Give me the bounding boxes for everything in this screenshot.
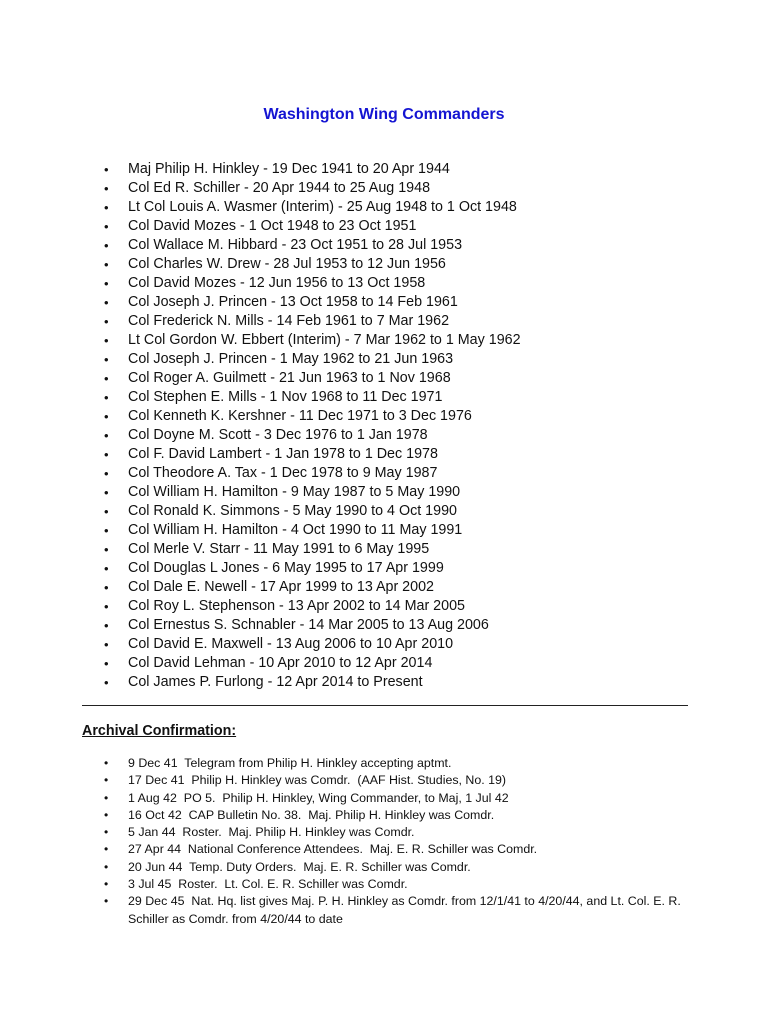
commander-entry: Col Roger A. Guilmett - 21 Jun 1963 to 1 Nov 1968: [128, 370, 451, 386]
bullet-icon: •: [104, 485, 109, 500]
list-item: [104, 772, 698, 789]
bullet-icon: •: [104, 314, 109, 329]
list-item: [104, 350, 521, 369]
list-item: [104, 755, 698, 772]
list-item: [104, 369, 521, 388]
archival-list: [104, 755, 698, 928]
list-item: [104, 426, 521, 445]
list-item: [104, 312, 521, 331]
commander-entry: Col David E. Maxwell - 13 Aug 2006 to 10 Apr 2010: [128, 636, 454, 652]
bullet-icon: •: [104, 238, 109, 253]
bullet-icon: •: [104, 773, 109, 788]
list-item: [104, 160, 521, 179]
commander-entry: Col David Lehman - 10 Apr 2010 to 12 Apr 2014: [128, 655, 433, 671]
bullet-icon: •: [104, 428, 109, 443]
commander-entry: Col William H. Hamilton - 4 Oct 1990 to 11 May 1991: [128, 522, 463, 538]
archival-entry: 29 Dec 45 Nat. Hq. list gives Maj. P. H. Hinkley as Comdr. from 12/1/41 to 4/20/44, and Lt. Col. E. R. Schiller as Comdr. from 4/20/44 to date: [128, 894, 685, 926]
list-item: [104, 654, 521, 673]
bullet-icon: •: [104, 504, 109, 519]
commander-entry: Col Theodore A. Tax - 1 Dec 1978 to 9 May 1987: [128, 465, 438, 481]
bullet-icon: •: [104, 618, 109, 633]
bullet-icon: •: [104, 219, 109, 234]
list-item: [104, 388, 521, 407]
list-item: [104, 635, 521, 654]
list-item: [104, 293, 521, 312]
bullet-icon: •: [104, 825, 109, 840]
commander-entry: Col Ernestus S. Schnabler - 14 Mar 2005 to 13 Aug 2006: [128, 617, 489, 633]
commander-entry: Col Douglas L Jones - 6 May 1995 to 17 Apr 1999: [128, 560, 444, 576]
list-item: [104, 502, 521, 521]
bullet-icon: •: [104, 542, 109, 557]
list-item: [104, 407, 521, 426]
commander-entry: Col David Mozes - 12 Jun 1956 to 13 Oct 1958: [128, 275, 426, 291]
list-item: [104, 597, 521, 616]
commander-entry: Col Joseph J. Princen - 13 Oct 1958 to 14 Feb 1961: [128, 294, 458, 310]
archival-entry: 5 Jan 44 Roster. Maj. Philip H. Hinkley was Comdr.: [128, 825, 415, 840]
commander-entry: Col Doyne M. Scott - 3 Dec 1976 to 1 Jan 1978: [128, 427, 428, 443]
list-item: [104, 483, 521, 502]
bullet-icon: •: [104, 599, 109, 614]
commander-entry: Col David Mozes - 1 Oct 1948 to 23 Oct 1951: [128, 218, 417, 234]
commander-entry: Lt Col Louis A. Wasmer (Interim) - 25 Aug 1948 to 1 Oct 1948: [128, 199, 517, 215]
bullet-icon: •: [104, 390, 109, 405]
bullet-icon: •: [104, 257, 109, 272]
bullet-icon: •: [104, 523, 109, 538]
list-item: [104, 274, 521, 293]
list-item: [104, 893, 698, 928]
archival-entry: 3 Jul 45 Roster. Lt. Col. E. R. Schiller was Comdr.: [128, 877, 408, 892]
list-item: [104, 859, 698, 876]
archival-heading: Archival Confirmation:: [82, 723, 237, 739]
list-item: [104, 331, 521, 350]
list-item: [104, 841, 698, 858]
bullet-icon: •: [104, 276, 109, 291]
archival-entry: 16 Oct 42 CAP Bulletin No. 38. Maj. Philip H. Hinkley was Comdr.: [128, 807, 495, 822]
list-item: [104, 790, 698, 807]
bullet-icon: •: [104, 859, 109, 874]
commander-entry: Col Frederick N. Mills - 14 Feb 1961 to 7 Mar 1962: [128, 313, 450, 329]
list-item: [104, 578, 521, 597]
page-title: Washington Wing Commanders: [263, 106, 505, 123]
list-item: [104, 198, 521, 217]
archival-entry: 1 Aug 42 PO 5. Philip H. Hinkley, Wing Commander, to Maj, 1 Jul 42: [128, 790, 509, 805]
bullet-icon: •: [104, 561, 109, 576]
bullet-icon: •: [104, 466, 109, 481]
commander-entry: Col Ronald K. Simmons - 5 May 1990 to 4 Oct 1990: [128, 503, 457, 519]
bullet-icon: •: [104, 181, 109, 196]
commander-entry: Col Ed R. Schiller - 20 Apr 1944 to 25 Aug 1948: [128, 180, 431, 196]
commander-entry: Col James P. Furlong - 12 Apr 2014 to Present: [128, 674, 423, 690]
bullet-icon: •: [104, 409, 109, 424]
list-item: [104, 824, 698, 841]
archival-entry: 27 Apr 44 National Conference Attendees. Maj. E. R. Schiller was Comdr.: [128, 842, 538, 857]
bullet-icon: •: [104, 842, 109, 857]
list-item: [104, 876, 698, 893]
commander-entry: Col Roy L. Stephenson - 13 Apr 2002 to 14 Mar 2005: [128, 598, 465, 614]
bullet-icon: •: [104, 894, 109, 909]
list-item: [104, 540, 521, 559]
list-item: [104, 445, 521, 464]
bullet-icon: •: [104, 756, 109, 770]
list-item: [104, 179, 521, 198]
commander-entry: Col Wallace M. Hibbard - 23 Oct 1951 to 28 Jul 1953: [128, 237, 463, 253]
list-item: [104, 521, 521, 540]
list-item: [104, 559, 521, 578]
bullet-icon: •: [104, 807, 109, 822]
archival-entry: 17 Dec 41 Philip H. Hinkley was Comdr. (AAF Hist. Studies, No. 19): [128, 773, 507, 788]
archival-entry: 20 Jun 44 Temp. Duty Orders. Maj. E. R. Schiller was Comdr.: [128, 859, 471, 874]
commander-entry: Col Merle V. Starr - 11 May 1991 to 6 May 1995: [128, 541, 430, 557]
list-item: [104, 616, 521, 635]
bullet-icon: •: [104, 352, 109, 367]
list-item: [104, 255, 521, 274]
bullet-icon: •: [104, 162, 109, 177]
commander-entry: Col Stephen E. Mills - 1 Nov 1968 to 11 Dec 1971: [128, 389, 443, 405]
bullet-icon: •: [104, 637, 109, 652]
commander-entry: Col Joseph J. Princen - 1 May 1962 to 21 Jun 1963: [128, 351, 454, 367]
commander-entry: Maj Philip H. Hinkley - 19 Dec 1941 to 20 Apr 1944: [128, 161, 450, 177]
list-item: [104, 673, 521, 692]
bullet-icon: •: [104, 371, 109, 386]
commander-entry: Col Kenneth K. Kershner - 11 Dec 1971 to 3 Dec 1976: [128, 408, 472, 424]
bullet-icon: •: [104, 333, 109, 348]
list-item: [104, 464, 521, 483]
bullet-icon: •: [104, 675, 109, 690]
commander-entry: Col F. David Lambert - 1 Jan 1978 to 1 Dec 1978: [128, 446, 438, 462]
list-item: [104, 807, 698, 824]
bullet-icon: •: [104, 877, 109, 892]
bullet-icon: •: [104, 790, 109, 805]
bullet-icon: •: [104, 580, 109, 595]
commander-entry: Col Charles W. Drew - 28 Jul 1953 to 12 Jun 1956: [128, 256, 446, 272]
commander-entry: Col Dale E. Newell - 17 Apr 1999 to 13 Apr 2002: [128, 579, 434, 595]
commander-entry: Col William H. Hamilton - 9 May 1987 to 5 May 1990: [128, 484, 461, 500]
bullet-icon: •: [104, 447, 109, 462]
bullet-icon: •: [104, 200, 109, 215]
list-item: [104, 217, 521, 236]
archival-entry: 9 Dec 41 Telegram from Philip H. Hinkley accepting aptmt.: [128, 756, 452, 770]
commander-entry: Lt Col Gordon W. Ebbert (Interim) - 7 Mar 1962 to 1 May 1962: [128, 332, 521, 348]
list-item: [104, 236, 521, 255]
section-divider: [82, 705, 688, 706]
bullet-icon: •: [104, 295, 109, 310]
commanders-list: [104, 160, 521, 692]
bullet-icon: •: [104, 656, 109, 671]
